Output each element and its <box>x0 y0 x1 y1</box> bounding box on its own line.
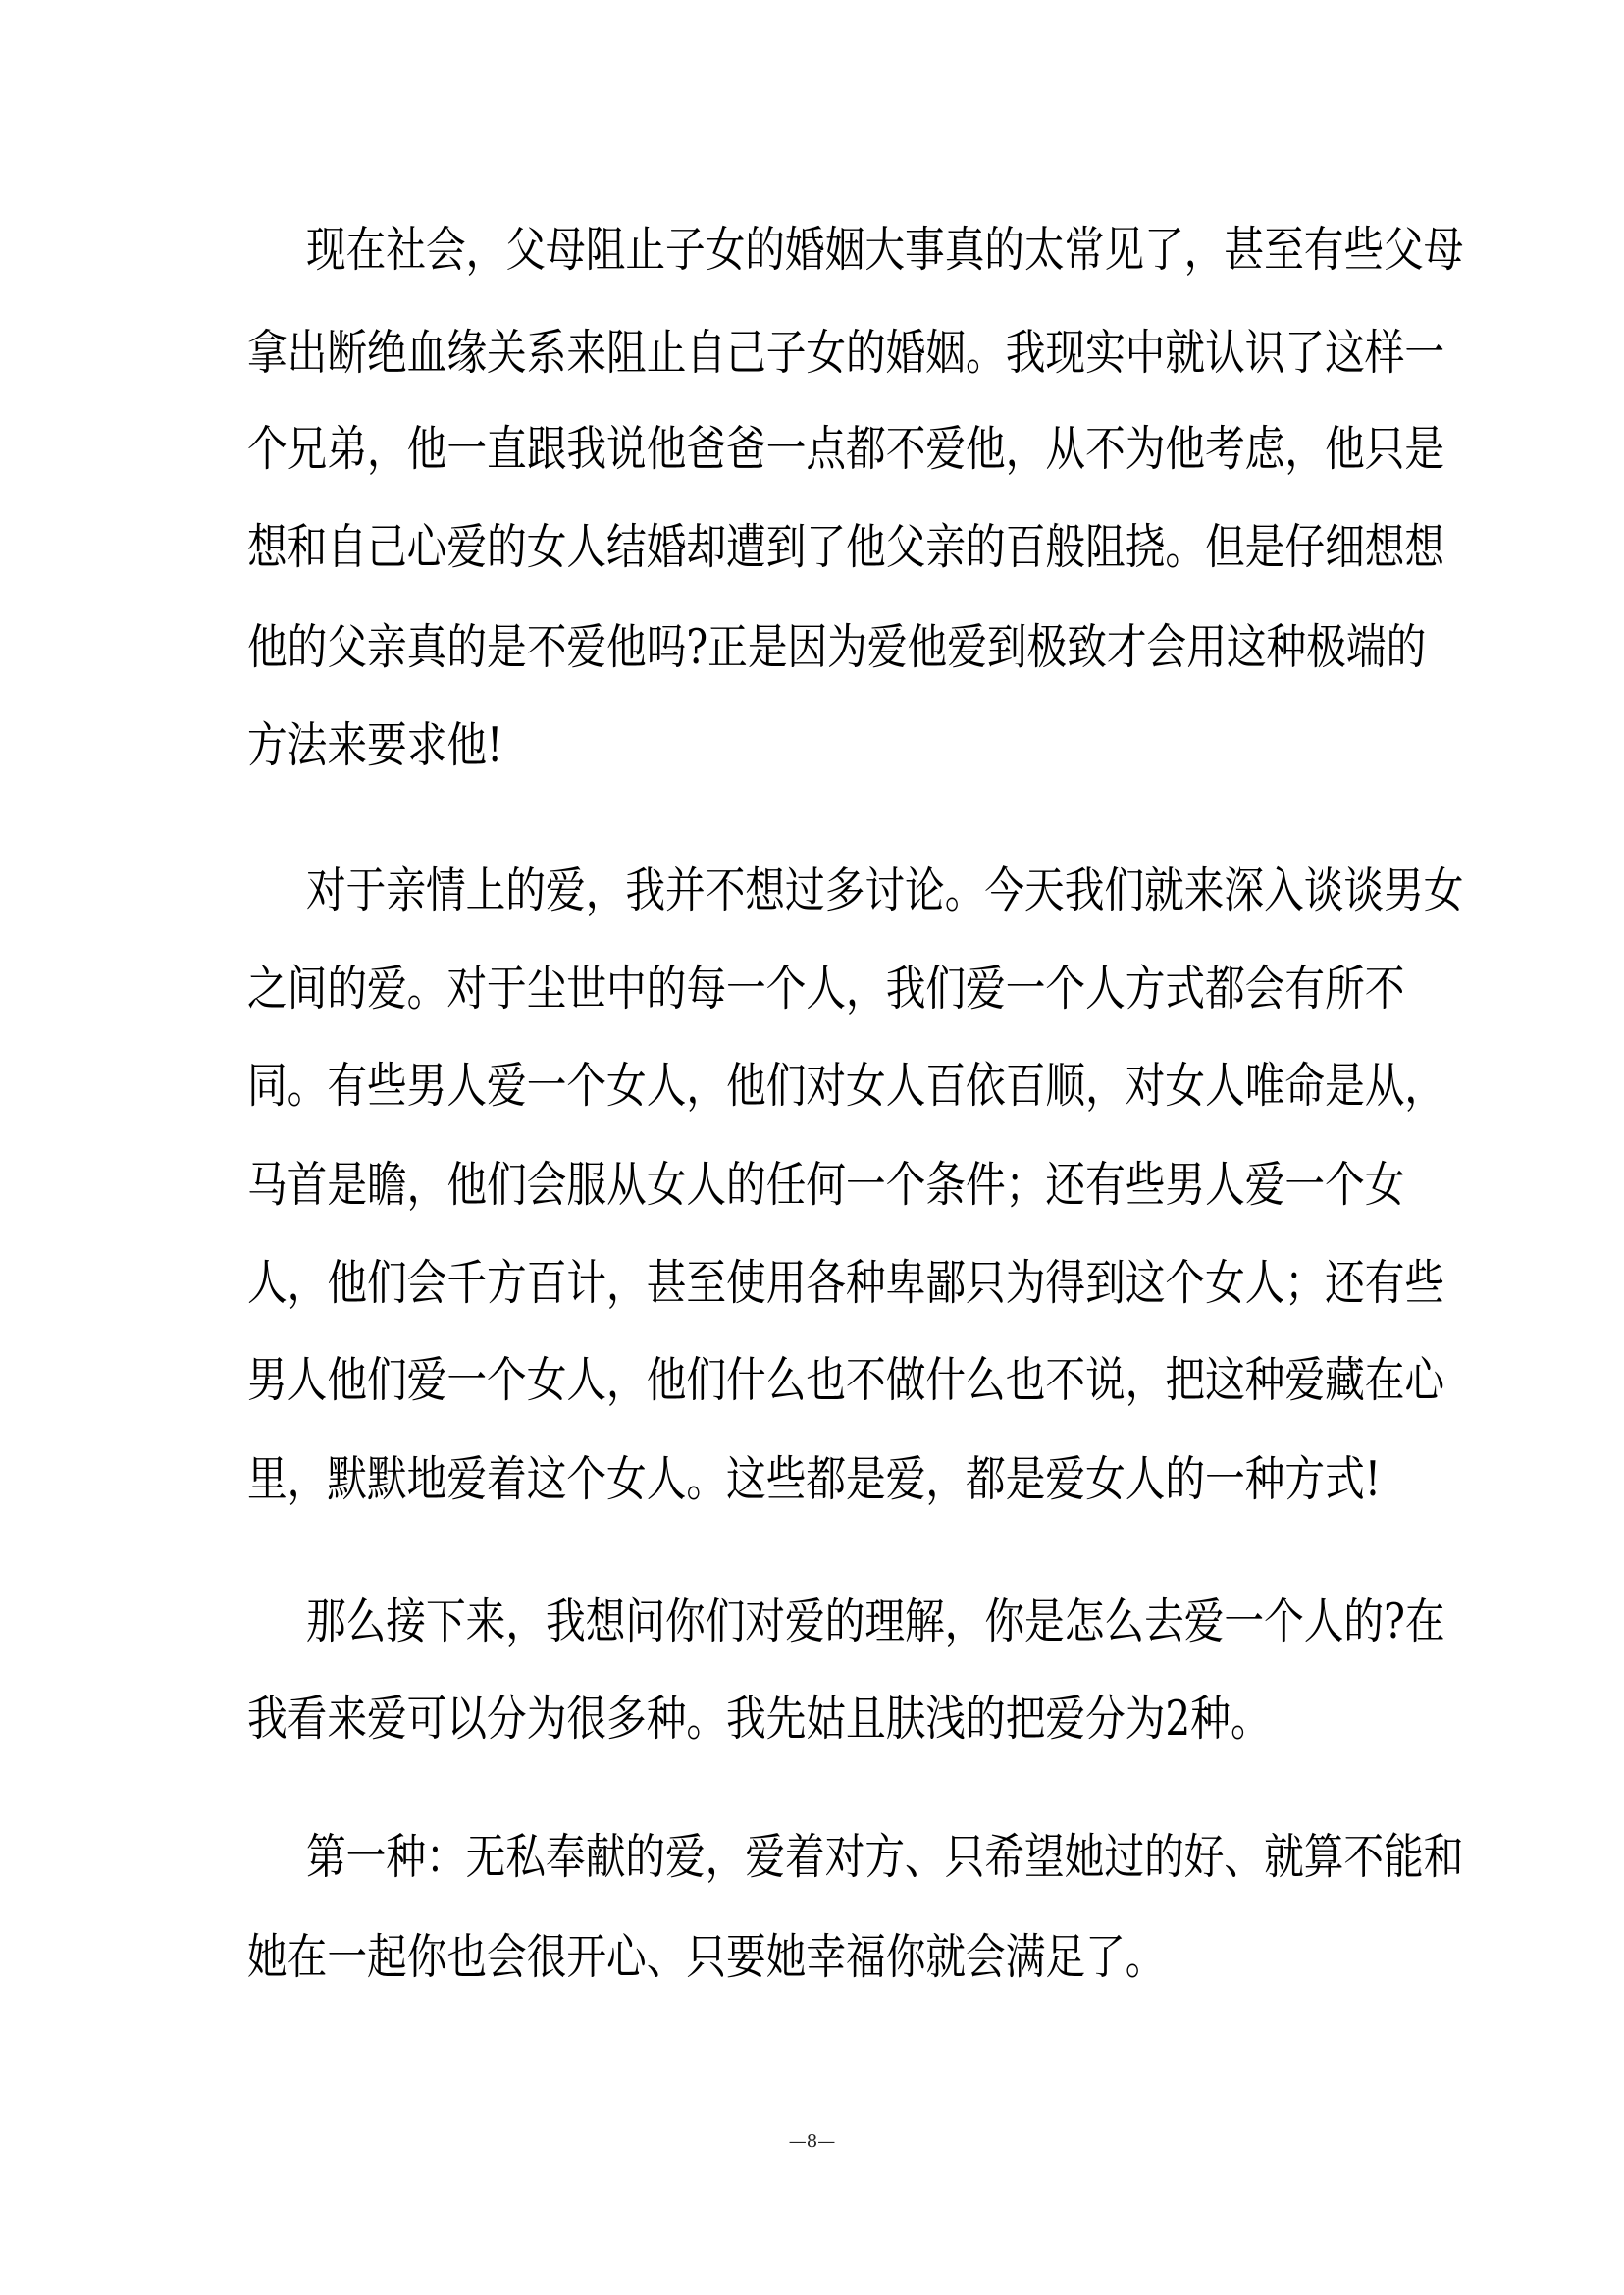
text-line: 对于亲情上的爱，我并不想过多讨论。今天我们就来深入谈谈男女 <box>306 862 1464 918</box>
text-line: 她在一起你也会很开心、只要她幸福你就会满足了。 <box>247 1929 1166 1985</box>
text-line: 男人他们爱一个女人，他们什么也不做什么也不说，把这种爱藏在心 <box>247 1352 1445 1408</box>
text-line: 想和自己心爱的女人结婚却遭到了他父亲的百般阻挠。但是仔细想想 <box>247 519 1445 575</box>
text-line: 方法来要求他! <box>247 717 503 773</box>
text-line: 之间的爱。对于尘世中的每一个人，我们爱一个人方式都会有所不 <box>247 961 1405 1017</box>
text-line: 他的父亲真的是不爱他吗?正是因为爱他爱到极致才会用这种极端的 <box>247 619 1427 675</box>
text-line: 现在社会，父母阻止子女的婚姻大事真的太常见了，甚至有些父母 <box>306 222 1464 278</box>
text-line: 拿出断绝血缘关系来阻止自己子女的婚姻。我现实中就认识了这样一 <box>247 325 1445 381</box>
text-line: 我看来爱可以分为很多种。我先姑且肤浅的把爱分为2种。 <box>247 1691 1271 1747</box>
text-line: 同。有些男人爱一个女人，他们对女人百依百顺，对女人唯命是从， <box>247 1058 1445 1114</box>
text-line: 人，他们会千方百计，甚至使用各种卑鄙只为得到这个女人；还有些 <box>247 1255 1445 1311</box>
text-line: 那么接下来，我想问你们对爱的理解，你是怎么去爱一个人的?在 <box>306 1593 1445 1649</box>
text-line: 个兄弟，他一直跟我说他爸爸一点都不爱他，从不为他考虑，他只是 <box>247 421 1445 477</box>
text-line: 里，默默地爱着这个女人。这些都是爱，都是爱女人的一种方式! <box>247 1451 1382 1507</box>
text-line: 马首是瞻，他们会服从女人的任何一个条件；还有些男人爱一个女 <box>247 1157 1405 1213</box>
page-number: —8— <box>788 2131 836 2152</box>
text-line: 第一种：无私奉献的爱，爱着对方、只希望她过的好、就算不能和 <box>306 1829 1464 1885</box>
